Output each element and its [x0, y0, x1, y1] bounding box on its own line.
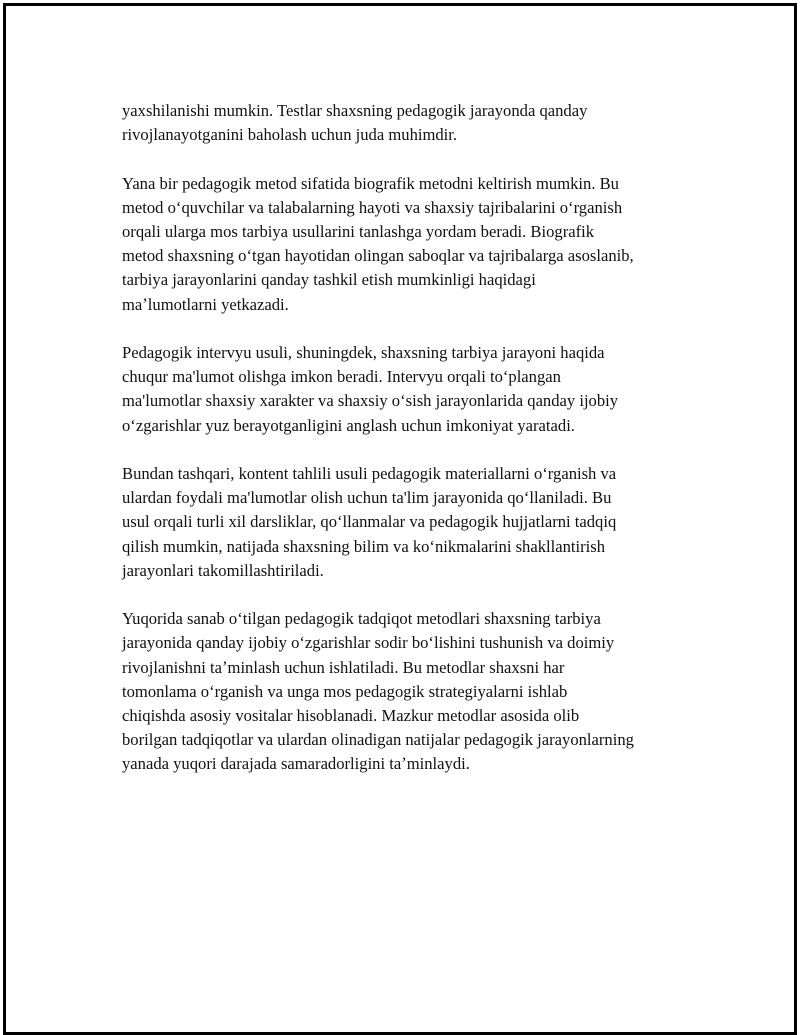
text-line: rivojlanishni taʼminlash uchun ishlatiladi. Bu metodlar shaxsni har: [122, 657, 565, 677]
text-line: Yuqorida sanab oʻtilgan pedagogik tadqiqot metodlari shaxsning tarbiya: [122, 609, 601, 629]
text-line: ulardan foydali ma'lumotlar olish uchun ta'lim jarayonida qoʻllaniladi. Bu: [122, 488, 612, 508]
text-line: usul orqali turli xil darsliklar, qoʻllanmalar va pedagogik hujjatlarni tadqiq: [122, 512, 617, 532]
text-line: chiqishda asosiy vositalar hisoblanadi. Mazkur metodlar asosida olib: [122, 706, 580, 726]
text-line: Bundan tashqari, kontent tahlili usuli pedagogik materiallarni oʻrganish va: [122, 464, 617, 483]
text-line: tarbiya jarayonlarini qanday tashkil etish mumkinligi haqidagi: [122, 270, 536, 290]
text-line: maʼlumotlarni yetkazadi.: [122, 294, 289, 314]
text-line: yanada yuqori darajada samaradorligini taʼminlaydi.: [122, 754, 470, 774]
text-line: jarayonlari takomillashtiriladi.: [122, 560, 324, 580]
text-line: Yana bir pedagogik metod sifatida biografik metodni keltirish mumkin. Bu: [122, 173, 619, 193]
text-line: oʻzgarishlar yuz berayotganligini anglash uchun imkoniyat yaratadi.: [122, 415, 575, 435]
paragraph-4: [122, 462, 702, 583]
paragraph-1: [122, 99, 702, 147]
text-line: ma'lumotlar shaxsiy xarakter va shaxsiy oʻsish jarayonlarida qanday ijobiy: [122, 391, 619, 411]
text-line: chuqur ma'lumot olishga imkon beradi. Intervyu orqali toʻplangan: [122, 367, 561, 387]
text-line: rivojlanayotganini baholash uchun juda muhimdir.: [122, 125, 458, 145]
paragraph-5: [122, 607, 702, 776]
paragraph-2: [122, 172, 702, 317]
text-line: borilgan tadqiqotlar va ulardan olinadigan natijalar pedagogik jarayonlarning: [122, 730, 634, 750]
paragraph-3: [122, 341, 702, 438]
page-frame: [3, 3, 797, 1035]
text-line: tomonlama oʻrganish va unga mos pedagogik strategiyalarni ishlab: [122, 681, 568, 701]
text-line: jarayonida qanday ijobiy oʻzgarishlar sodir boʻlishini tushunish va doimiy: [122, 633, 615, 653]
text-line: Pedagogik intervyu usuli, shuningdek, shaxsning tarbiya jarayoni haqida: [122, 343, 605, 362]
text-line: yaxshilanishi mumkin. Testlar shaxsning pedagogik jarayonda qanday: [122, 101, 588, 120]
text-line: orqali ularga mos tarbiya usullarini tanlashga yordam beradi. Biografik: [122, 222, 595, 241]
text-line: qilish mumkin, natijada shaxsning bilim va koʻnikmalarini shakllantirish: [122, 536, 606, 556]
document-body: [122, 99, 702, 801]
text-line: metod shaxsning oʻtgan hayotidan olingan saboqlar va tajribalarga asoslanib,: [122, 246, 634, 266]
text-line: metod oʻquvchilar va talabalarning hayoti va shaxsiy tajribalarini oʻrganish: [122, 197, 623, 217]
